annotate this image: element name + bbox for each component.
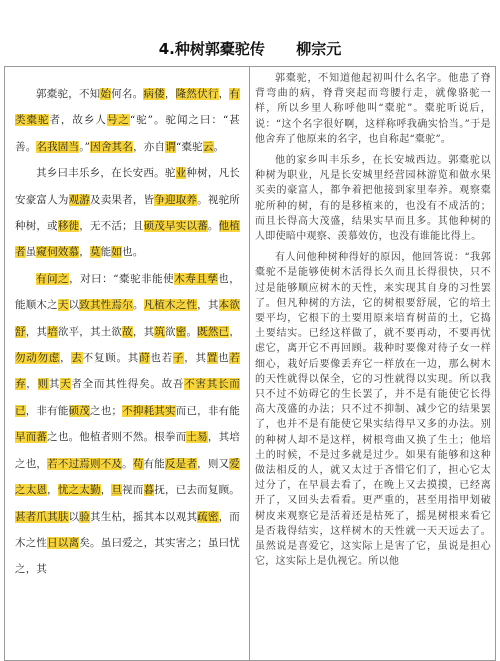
- highlighted-term: 凡植木之性: [143, 299, 198, 312]
- text-segment: ，而木之性: [15, 510, 241, 549]
- text-segment: ，: [60, 352, 72, 365]
- translation-column: [255, 71, 491, 576]
- highlighted-term: 日以离: [47, 536, 80, 549]
- comparison-table: [4, 66, 496, 661]
- translation-paragraph: 他的家乡叫丰乐乡，在长安城西边。郭橐驼以种树为职业，凡是长安城里经营园林游览和做水果买卖的豪富人，都争着把他接到家里奉养。观察橐驼所种的树，有的是移植来的，也没有不成活的；而且长得高大茂盛，结果实早而且多。其他种树的人即使暗中观察、羡慕效仿，也没有谁能比得上。: [255, 155, 491, 243]
- text-segment: 视而: [122, 484, 144, 497]
- text-segment: 何名。: [111, 88, 144, 100]
- text-segment: 者全而其性得矣。故吾: [71, 378, 185, 391]
- highlighted-term: 则: [37, 378, 49, 391]
- highlighted-term: 隆然伏行: [175, 88, 219, 100]
- text-segment: ，无不活；且: [79, 220, 144, 233]
- text-segment: 其乡曰丰乐乡，在长安西。驼: [36, 167, 176, 180]
- text-segment: 者，故乡人: [49, 114, 107, 127]
- highlighted-term: 谓: [165, 140, 176, 153]
- highlighted-term: 有问之: [36, 272, 70, 285]
- highlighted-term: 云: [202, 140, 214, 153]
- text-segment: 郭橐驼，不知: [36, 88, 101, 100]
- text-segment: ，亦自: [133, 140, 166, 153]
- text-segment: ，: [26, 378, 38, 391]
- highlighted-term: 不害其长而已: [15, 378, 240, 417]
- highlighted-term: 莫: [89, 246, 101, 259]
- text-segment: ，: [229, 325, 241, 338]
- highlighted-term: 号之: [106, 114, 130, 127]
- highlighted-term: 木寿且孳: [174, 272, 219, 285]
- text-segment: “驼”。驼闻之曰：“甚善。: [15, 114, 240, 153]
- highlighted-term: 反是者: [165, 457, 198, 470]
- highlighted-term: 爱之太恩: [15, 457, 240, 497]
- text-segment: 欲平，其土欲: [57, 325, 123, 338]
- highlighted-term: 验: [79, 510, 91, 523]
- highlighted-term: 密: [175, 325, 187, 338]
- highlighted-term: 始: [100, 88, 112, 100]
- text-segment: 。: [213, 140, 225, 153]
- highlighted-term: 去: [71, 352, 83, 365]
- highlighted-term: 天: [57, 299, 69, 312]
- highlighted-term: 置: [206, 352, 219, 365]
- text-segment: 。视驼所种树，或: [15, 193, 240, 233]
- page-title: 4.种树郭橐驼传 柳宗元: [158, 40, 342, 58]
- highlighted-term: 致其性焉尔: [79, 299, 133, 312]
- highlighted-term: 天: [60, 378, 72, 391]
- text-segment: ，其培之也，: [15, 431, 240, 470]
- highlighted-term: 筑: [154, 325, 166, 338]
- highlighted-term: 暮: [143, 484, 155, 497]
- text-segment: 不复顾。其: [82, 352, 140, 365]
- text-segment: ，其: [184, 352, 207, 365]
- text-segment: 也。: [122, 246, 144, 259]
- text-segment: 。”: [79, 140, 91, 153]
- original-paragraph: [15, 160, 240, 266]
- highlighted-term: 子: [172, 352, 185, 365]
- highlighted-term: 病偻: [143, 88, 165, 100]
- text-segment: 以: [68, 299, 80, 312]
- text-segment: ，则又: [197, 457, 230, 470]
- text-segment: ，非有能: [25, 404, 69, 417]
- highlighted-term: 如: [111, 246, 123, 259]
- text-segment: 虽: [25, 246, 37, 259]
- text-segment: 而已，非有能: [175, 404, 241, 417]
- highlighted-term: 移徙: [57, 220, 80, 233]
- text-segment: 。: [132, 299, 144, 312]
- highlighted-term: 忧之太勤: [57, 484, 101, 497]
- original-paragraph: [15, 81, 240, 160]
- highlighted-term: 本欲舒: [15, 299, 241, 338]
- text-segment: 及卖果者，皆: [90, 193, 155, 206]
- highlighted-term: 不抑耗其实: [122, 404, 176, 417]
- highlighted-term: 他植者: [15, 220, 240, 259]
- highlighted-term: 故: [122, 325, 133, 338]
- text-segment: 矣。虽曰爱之，其实害之；虽曰忧之，其: [15, 536, 241, 576]
- highlighted-term: 土易: [186, 431, 208, 444]
- text-segment: 之也。他植者则不然。根拳而: [47, 431, 187, 444]
- highlighted-term: 窥伺效慕: [36, 246, 80, 259]
- text-segment: 抚，已去而复顾。: [154, 484, 240, 497]
- text-segment: 有能: [143, 457, 166, 470]
- text-segment: ，: [164, 88, 176, 100]
- text-segment: 也若: [150, 352, 173, 365]
- translation-paragraph: 有人问他种树种得好的原因，他回答说：“我郭橐驼不是能够使树木活得长久而且长得很快，只不过是能够顺应树木的天性，来实现其自身的习性罢了。但凡种树的方法，它的树根要舒展，它的培土要平均，它根下的土要用原来培育树苗的土，它捣土要结实。已经这样做了，就不要再动，不要再忧虑它，离开它不再回顾。栽种时要像对待子女一样细心，栽好后要像丢弃它一样放在一边，那么树木的天性就得以保全，它的习性就得以实现。所以我只不过不妨碍它的生长罢了，并不是有能使它长得高大茂盛的办法；只不过不抑制、减少它的结果罢了，也并不是有能使它果实结得早又多的办法。别的种树人却不是这样，树根弯曲又换了生土；他培土的时候，不是过多就是过少。如果有能够和这种做法相反的人，就又太过于吝惜它们了，担心它太过分了，在早晨去看了，在晚上又去摸摸，已经离开了，又回头去看看。更严重的，甚至用指甲划破树皮来观察它是活着还是枯死了，摇晃树根来看它是否栽得结实，这样树木的天性就一天天远去了。虽然说是喜爱它，这实际上是害了它，虽说是担心它，这实际上是仇视它。所以他: [255, 252, 491, 568]
- text-segment: 也，能顺木之: [15, 272, 240, 312]
- text-segment: 以: [68, 510, 80, 523]
- text-segment: ，其: [132, 325, 155, 338]
- highlighted-term: 硕茂: [68, 404, 91, 417]
- highlighted-term: 名我固当: [36, 140, 80, 153]
- text-segment: 。: [122, 457, 133, 470]
- highlighted-term: 甚者爪其肤: [15, 510, 69, 523]
- translation-paragraph: 郭橐驼，不知道他起初叫什么名字。他患了脊背弯曲的病，脊背突起而弯腰行走，就像骆驼一样，所以乡里人称呼他叫“橐驼”。橐驼听说后，说：“这个名字很好啊，这样称呼我确实恰当。”于是他舍弃了他原来的名字，也自称起“橐驼”。: [255, 73, 491, 145]
- text-segment: 能: [100, 246, 112, 259]
- text-segment: ，其: [197, 299, 219, 312]
- text-segment: ，对曰：“橐驼非能使: [69, 272, 175, 285]
- text-segment: 其: [48, 378, 61, 391]
- original-text-column: [15, 81, 240, 583]
- text-segment: ，: [47, 484, 58, 497]
- highlighted-term: 争迎取养: [154, 193, 198, 206]
- highlighted-term: 旦: [111, 484, 123, 497]
- text-segment: 。: [207, 220, 219, 233]
- text-segment: ，其: [25, 325, 48, 338]
- highlighted-term: 疏密: [197, 510, 219, 523]
- highlighted-term: 苟: [132, 457, 144, 470]
- text-segment: 种树，凡长安豪富人为: [15, 167, 241, 206]
- text-segment: 之也；: [90, 404, 123, 417]
- text-segment: ，: [218, 88, 230, 100]
- highlighted-term: 培: [47, 325, 58, 338]
- text-segment: “橐驼: [175, 140, 203, 153]
- highlighted-term: 若弃: [15, 352, 241, 391]
- column-divider: [249, 67, 250, 660]
- text-segment: 也: [218, 352, 230, 365]
- text-segment: 其生枯，摇其本以观其: [90, 510, 198, 523]
- highlighted-term: 早而蕃: [15, 431, 48, 444]
- text-segment: 。: [186, 325, 198, 338]
- highlighted-term: 既然已: [197, 325, 230, 338]
- highlighted-term: 勿动勿虑: [15, 352, 61, 365]
- highlighted-term: 有类橐驼: [15, 88, 241, 127]
- highlighted-term: 若不过焉则不及: [47, 457, 123, 470]
- original-paragraph: [15, 266, 240, 583]
- text-segment: ，: [79, 246, 90, 259]
- highlighted-term: 业: [175, 167, 187, 180]
- highlighted-term: 因舍其名: [90, 140, 134, 153]
- highlighted-term: 莳: [139, 352, 151, 365]
- text-segment: 欲: [165, 325, 176, 338]
- text-segment: ，: [100, 484, 112, 497]
- highlighted-term: 观游: [68, 193, 91, 206]
- highlighted-term: 硕茂早实以蕃: [143, 220, 208, 233]
